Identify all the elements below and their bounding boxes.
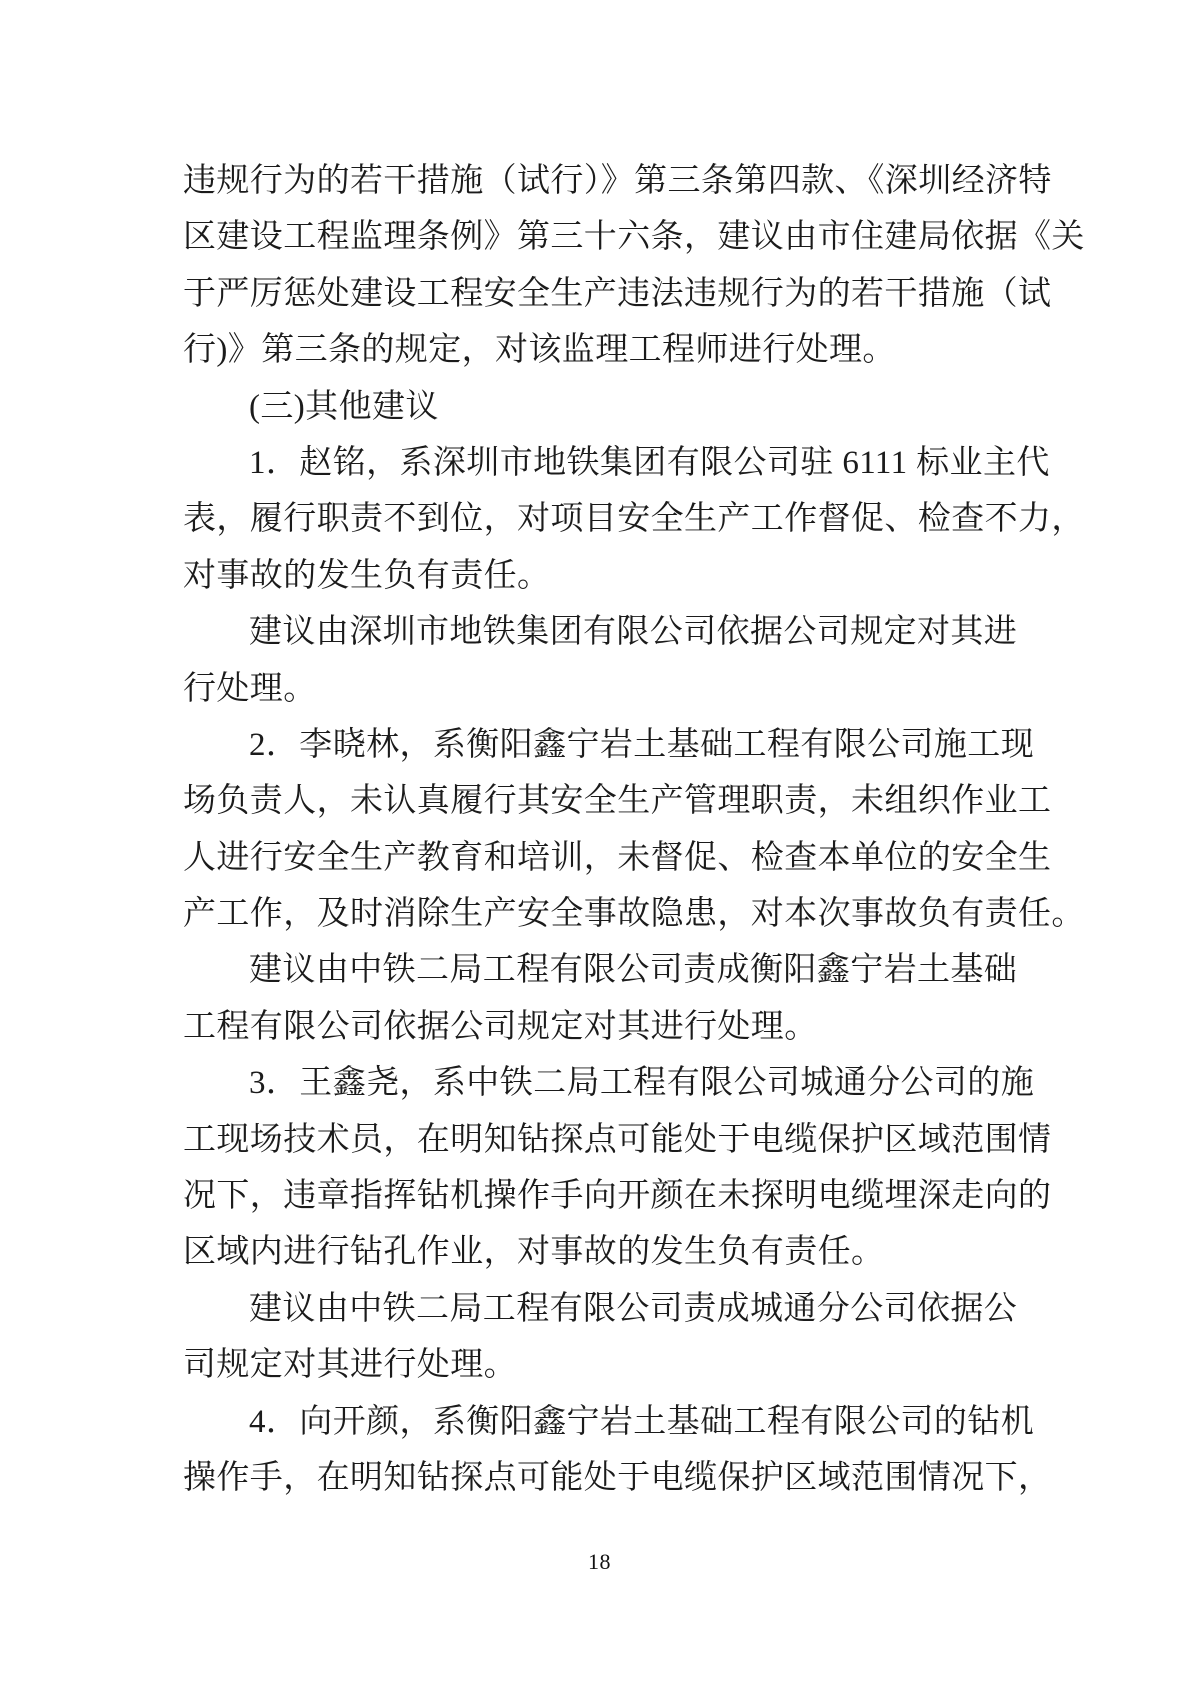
text-line: 行)》第三条的规定，对该监理工程师进行处理。 (183, 332, 896, 369)
text-line: 2．李晓林，系衡阳鑫宁岩土基础工程有限公司施工现 (249, 726, 1035, 763)
document-text-block (183, 153, 1085, 1506)
text-line: 1．赵铭，系深圳市地铁集团有限公司驻 6111 标业主代 (249, 444, 1050, 481)
text-line: 场负责人，未认真履行其安全生产管理职责，未组织作业工 (183, 783, 1052, 820)
page-footer (0, 1549, 1199, 1575)
text-line: 违规行为的若干措施（试行）》第三条第四款、《深圳经济特 (183, 163, 1052, 199)
text-line: 操作手，在明知钻探点可能处于电缆保护区域范围情况下， (183, 1459, 1052, 1496)
text-line: 人进行安全生产教育和培训，未督促、检查本单位的安全生 (183, 839, 1052, 876)
text-line: 4．向开颜，系衡阳鑫宁岩土基础工程有限公司的钻机 (249, 1403, 1035, 1440)
text-line: 行处理。 (183, 670, 317, 707)
text-line: 区建设工程监理条例》第三十六条，建议由市住建局依据《关 (183, 219, 1085, 256)
text-line: 区域内进行钻孔作业，对事故的发生负有责任。 (183, 1234, 885, 1271)
text-line: (三)其他建议 (249, 388, 439, 425)
text-line: 工程有限公司依据公司规定对其进行处理。 (183, 1008, 818, 1045)
text-line: 建议由深圳市地铁集团有限公司依据公司规定对其进 (249, 614, 1018, 651)
text-line: 工现场技术员，在明知钻探点可能处于电缆保护区域范围情 (183, 1121, 1052, 1158)
text-line: 3．王鑫尧，系中铁二局工程有限公司城通分公司的施 (249, 1065, 1035, 1102)
text-line: 建议由中铁二局工程有限公司责成衡阳鑫宁岩土基础 (249, 952, 1018, 989)
text-line: 表，履行职责不到位，对项目安全生产工作督促、检查不力， (183, 501, 1085, 538)
text-line: 司规定对其进行处理。 (183, 1347, 517, 1384)
text-line: 况下，违章指挥钻机操作手向开颜在未探明电缆埋深走向的 (183, 1178, 1052, 1215)
page-number: 18 (588, 1549, 611, 1574)
text-line: 于严厉惩处建设工程安全生产违法违规行为的若干措施（试 (183, 275, 1052, 312)
text-line: 建议由中铁二局工程有限公司责成城通分公司依据公 (249, 1290, 1018, 1327)
text-line: 对事故的发生负有责任。 (183, 557, 551, 594)
text-line: 产工作，及时消除生产安全事故隐患，对本次事故负有责任。 (183, 896, 1085, 933)
